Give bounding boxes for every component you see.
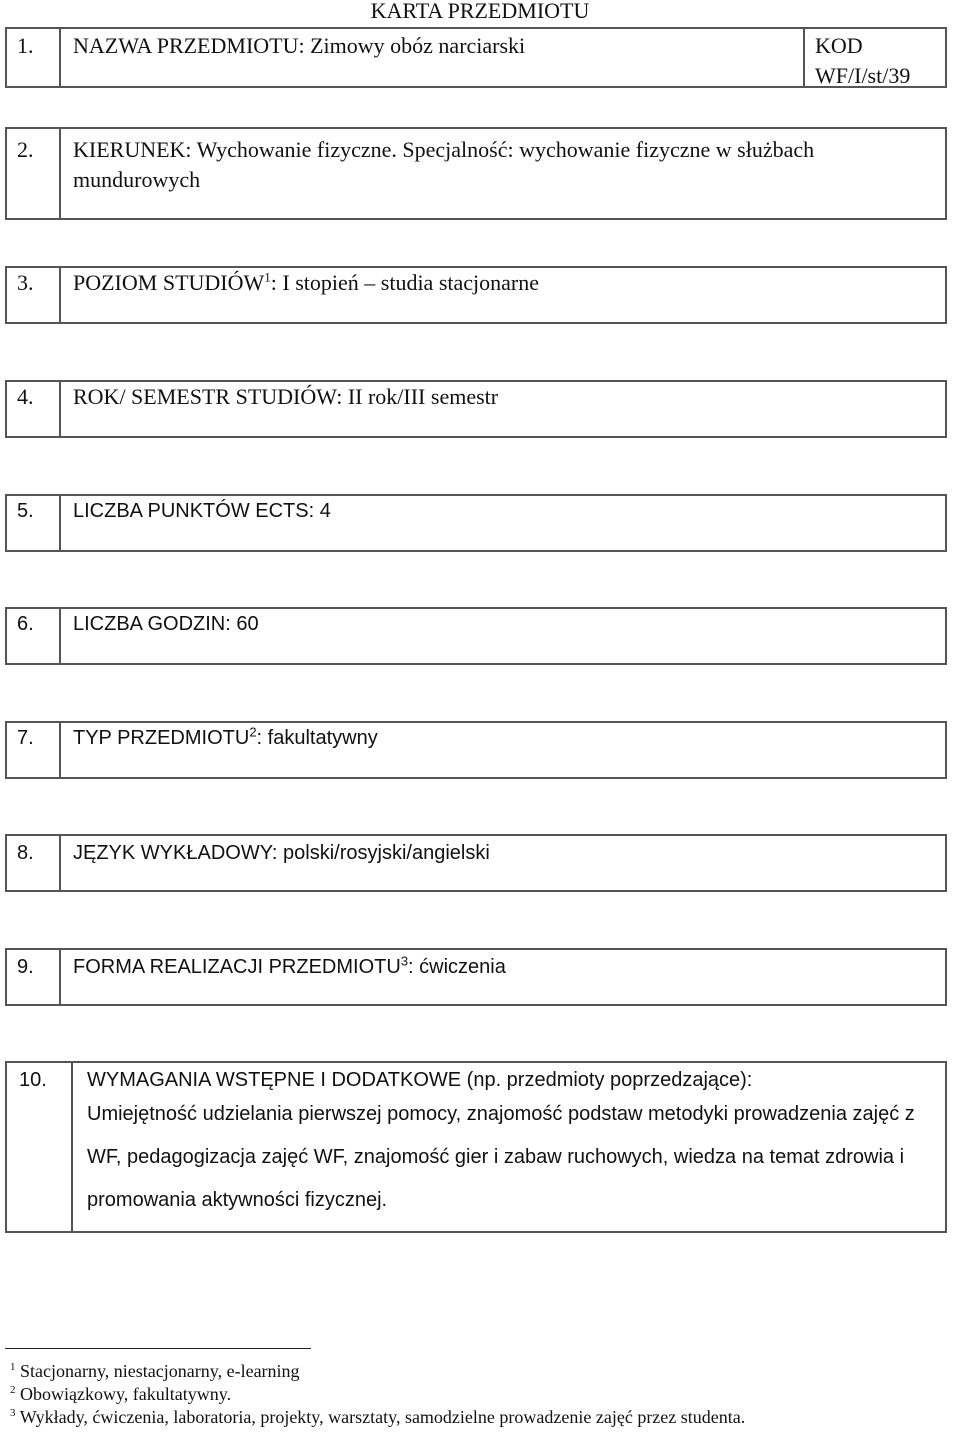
footnote-2: $^2$ Obowiązkowy, fakultatywny. bbox=[10, 1384, 232, 1404]
section-7-typ: 7. TYP PRZEDMIOTU$^2$: fakultatywny bbox=[5, 721, 947, 779]
section-label: JĘZYK WYKŁADOWY: bbox=[73, 842, 278, 864]
section-label: WYMAGANIA WSTĘPNE I DODATKOWE (np. przedmioty poprzedzające): bbox=[87, 1069, 753, 1091]
section-label: NAZWA PRZEDMIOTU: bbox=[73, 33, 305, 58]
section-value: Wychowanie fizyczne. Specjalność: wychowanie fizyczne w służbach mundurowych bbox=[73, 137, 815, 192]
section-1-name bbox=[5, 27, 947, 88]
kod-value: WF/I/st/39 bbox=[815, 63, 911, 88]
section-number: 3. bbox=[17, 270, 34, 295]
section-value: Umiejętność udzielania pierwszej pomocy, znajomość podstaw metodyki prowadzenia zajęć z WF, pedagogizacja zajęć WF, znajomość gier i zabaw ruchowych, wiedza na temat zdrowia i promowania aktywności fizycznej. bbox=[87, 1103, 915, 1211]
section-value: 60 bbox=[236, 613, 259, 635]
section-label: FORMA REALIZACJI PRZEDMIOTU bbox=[73, 956, 401, 978]
kod-label: KOD bbox=[815, 33, 863, 58]
section-label: LICZBA PUNKTÓW ECTS: bbox=[73, 500, 315, 522]
section-label: ROK/ SEMESTR STUDIÓW: bbox=[73, 384, 343, 409]
section-number: 1. bbox=[17, 33, 34, 58]
footnote-ref: 3 bbox=[400, 953, 409, 969]
section-number: 7. bbox=[17, 727, 34, 749]
section-value: fakultatywny bbox=[267, 727, 378, 749]
footnote-3: $^3$ Wykłady, ćwiczenia, laboratoria, projekty, warsztaty, samodzielne prowadzenie zajęć przez studenta. bbox=[10, 1407, 746, 1427]
section-9-forma: 9. FORMA REALIZACJI PRZEDMIOTU$^3$: ćwiczenia bbox=[5, 948, 947, 1006]
section-label: LICZBA GODZIN: bbox=[73, 613, 231, 635]
footnote-separator bbox=[5, 1348, 311, 1349]
section-number: 5. bbox=[17, 500, 34, 522]
section-5-ects bbox=[5, 494, 947, 552]
footnote-ref: 2 bbox=[249, 724, 257, 740]
footnote-ref: 1 bbox=[264, 269, 271, 285]
section-4-rok bbox=[5, 380, 947, 438]
section-6-godziny bbox=[5, 607, 947, 665]
section-value: Zimowy obóz narciarski bbox=[310, 33, 526, 58]
section-8-jezyk bbox=[5, 834, 947, 892]
section-number: 4. bbox=[17, 384, 34, 409]
section-value: ćwiczenia bbox=[419, 956, 506, 978]
section-value: I stopień – studia stacjonarne bbox=[282, 270, 539, 295]
section-3-poziom: 3. POZIOM STUDIÓW$^1$: I stopień – studia stacjonarne bbox=[5, 266, 947, 324]
kod-cell bbox=[803, 29, 945, 86]
section-number: 9. bbox=[17, 956, 34, 978]
page-title: KARTA PRZEDMIOTU bbox=[370, 0, 590, 23]
section-10-wymagania bbox=[5, 1061, 947, 1233]
section-value: polski/rosyjski/angielski bbox=[283, 842, 490, 864]
section-value: 4 bbox=[319, 500, 331, 522]
section-value: II rok/III semestr bbox=[347, 384, 499, 409]
section-number: 8. bbox=[17, 842, 34, 864]
section-label: TYP PRZEDMIOTU bbox=[73, 727, 250, 749]
footnote-1: $^1$ Stacjonarny, niestacjonarny, e-learning bbox=[10, 1361, 300, 1381]
section-number: 6. bbox=[17, 613, 34, 635]
section-number: 2. bbox=[17, 137, 34, 162]
section-label: POZIOM STUDIÓW bbox=[73, 270, 265, 295]
section-label: KIERUNEK: bbox=[73, 137, 192, 162]
section-number: 10. bbox=[19, 1069, 47, 1091]
section-2-kierunek bbox=[5, 127, 947, 220]
